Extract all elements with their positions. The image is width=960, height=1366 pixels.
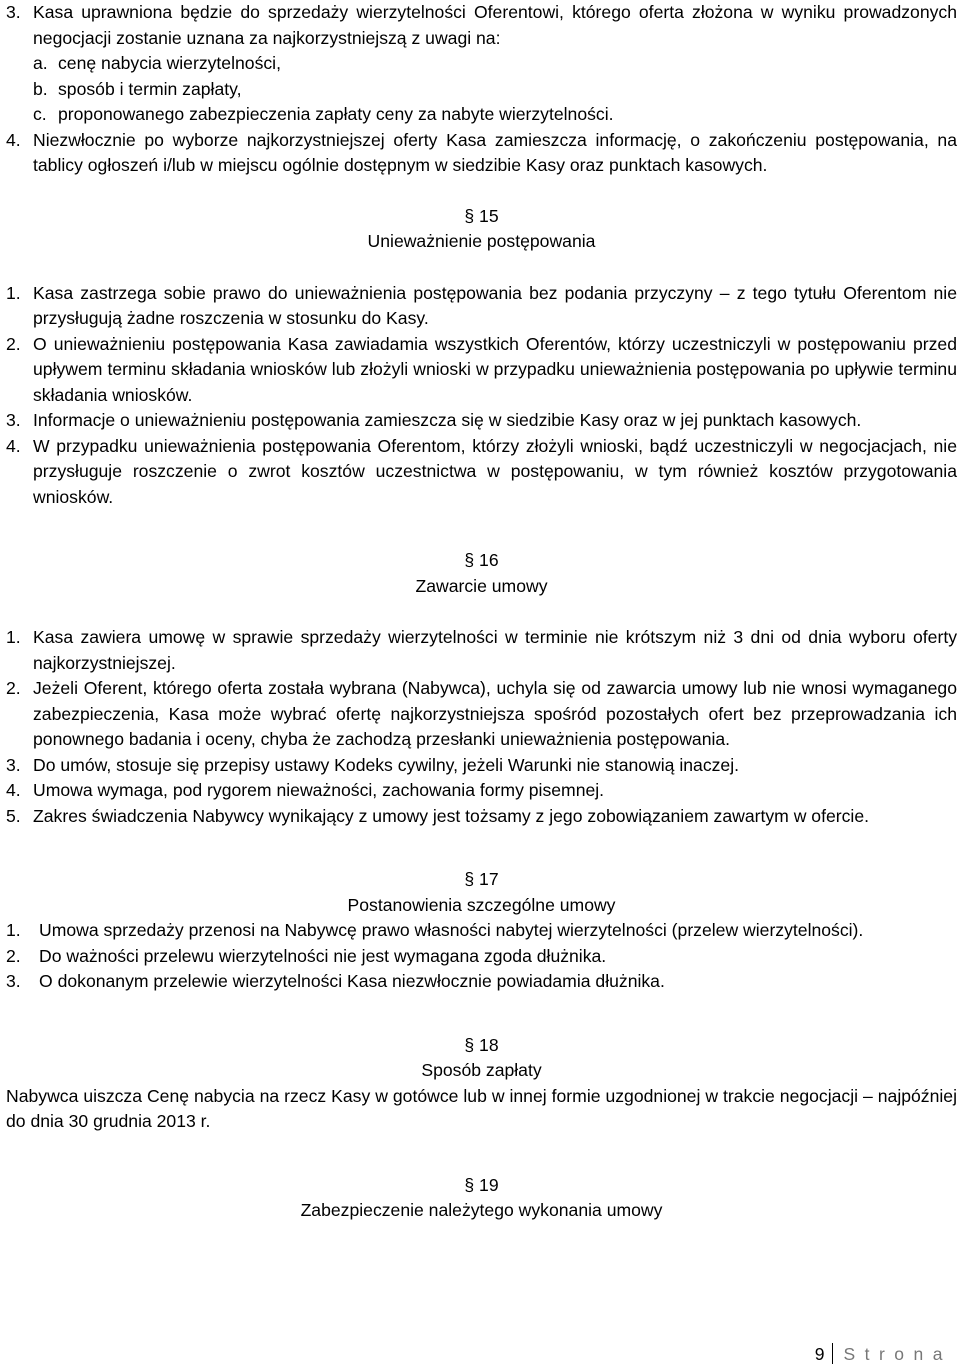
list-item	[6, 408, 957, 434]
sub-item-letter: b.	[33, 78, 48, 99]
list-item	[6, 944, 957, 970]
list-item	[6, 281, 957, 332]
item-text: Do ważności przelewu wierzytelności nie jest wymagana zgoda dłużnika.	[39, 945, 607, 966]
item-number: 4.	[6, 780, 21, 800]
section-number: § 19	[464, 1174, 499, 1195]
item-number: 3.	[6, 410, 21, 430]
item-text: Niezwłocznie po wyborze najkorzystniejszej oferty Kasa zamieszcza informację, o zakończeniu postępowania, na tablicy ogłoszeń i/lub w miejscu ogólnie dostępnym w siedzibie Kasy oraz punktach kasowych.	[33, 129, 957, 175]
item-number: 3.	[6, 754, 21, 775]
item-text: Kasa uprawniona będzie do sprzedaży wierzytelności Oferentowi, którego oferta złożona w wyniku prowadzonych negocjacji zostanie uznana za najkorzystniejszą z uwagi na:	[33, 2, 957, 48]
section-title: Zawarcie umowy	[415, 575, 548, 596]
list-item	[6, 0, 957, 51]
list-item	[6, 625, 957, 676]
page-footer	[815, 1343, 952, 1364]
page-number: 9	[814, 1343, 825, 1364]
item-text: O dokonanym przelewie wierzytelności Kasa niezwłocznie powiadamia dłużnika.	[39, 971, 665, 991]
item-number: 1.	[6, 282, 21, 303]
item-text: Kasa zastrzega sobie prawo do unieważnienia postępowania bez podania przyczyny – z tego tytułu Oferentom nie przysługują żadne roszczenia w stosunku do Kasy.	[33, 282, 957, 328]
section-title: Zabezpieczenie należytego wykonania umowy	[300, 1200, 663, 1220]
item-text: Umowa sprzedaży przenosi na Nabywcę prawo własności nabytej wierzytelności (przelew wierzytelności).	[39, 920, 864, 940]
item-number: 5.	[6, 805, 21, 826]
footer-divider	[832, 1343, 833, 1364]
sub-item-text: proponowanego zabezpieczenia zapłaty ceny za nabyte wierzytelności.	[58, 104, 614, 124]
item-number: 4.	[6, 129, 21, 150]
list-item	[6, 434, 957, 511]
page-label: Strona	[843, 1343, 952, 1364]
item-number: 4.	[6, 435, 21, 456]
section-number: § 15	[464, 205, 499, 226]
item-text: W przypadku unieważnienia postępowania Oferentom, którzy złożyli wnioski, bądź uczestniczyli w negocjacjach, nie przysługuje roszczenie o zwrot kosztów uczestnictwa w postępowaniu, w tym również kosztów przygotowania wniosków.	[33, 435, 957, 507]
list-item	[6, 676, 957, 753]
list-item	[6, 804, 957, 830]
item-number: 2.	[6, 333, 21, 354]
item-text: Kasa zawiera umowę w sprawie sprzedaży wierzytelności w terminie nie krótszym niż 3 dni od dnia wyboru oferty najkorzystniejszej.	[33, 627, 957, 673]
sub-item-letter: a.	[33, 53, 48, 73]
item-text: Umowa wymaga, pod rygorem nieważności, zachowania formy pisemnej.	[33, 780, 605, 800]
item-number: 2.	[6, 678, 21, 698]
sub-list-item	[6, 51, 957, 77]
sub-item-letter: c.	[33, 104, 47, 124]
sub-item-text: sposób i termin zapłaty,	[58, 78, 242, 99]
item-number: 1.	[6, 920, 21, 940]
item-text: O unieważnieniu postępowania Kasa zawiadamia wszystkich Oferentów, którzy uczestniczyli w postępowaniu przed upływem terminu składania wniosków lub złożyli wnioski w przypadku unieważnienia postępowania po upływie terminu składania wniosków.	[33, 333, 957, 405]
sub-item-text: cenę nabycia wierzytelności,	[58, 53, 281, 73]
sub-list-item	[6, 77, 957, 103]
section-number: § 18	[464, 1034, 499, 1055]
section-title: Unieważnienie postępowania	[367, 231, 596, 251]
document-page	[6, 0, 957, 1224]
section-paragraph: Nabywca uiszcza Cenę nabycia na rzecz Kasy w gotówce lub w innej formie uzgodnionej w trakcie negocjacji – najpóźniej do dnia 30 grudnia 2013 r.	[6, 1085, 957, 1131]
item-text: Zakres świadczenia Nabywcy wynikający z umowy jest tożsamy z jego zobowiązaniem zawartym w ofercie.	[33, 805, 869, 826]
list-item	[6, 918, 957, 944]
list-item	[6, 753, 957, 779]
section-title: Postanowienia szczególne umowy	[347, 894, 616, 915]
item-number: 3.	[6, 2, 21, 22]
list-item	[6, 969, 957, 995]
section-title: Sposób zapłaty	[421, 1060, 542, 1080]
sub-list-item	[6, 102, 957, 128]
section-number: § 16	[464, 550, 499, 570]
item-text: Informacje o unieważnieniu postępowania zamieszcza się w siedzibie Kasy oraz w jej punktach kasowych.	[33, 410, 862, 430]
list-item	[6, 778, 957, 804]
list-item	[6, 332, 957, 409]
item-number: 3.	[6, 971, 21, 991]
list-item	[6, 128, 957, 179]
section-number: § 17	[464, 869, 499, 889]
item-number: 2.	[6, 945, 21, 966]
item-number: 1.	[6, 627, 21, 647]
item-text: Do umów, stosuje się przepisy ustawy Kodeks cywilny, jeżeli Warunki nie stanowią inaczej.	[33, 754, 739, 775]
item-text: Jeżeli Oferent, którego oferta została wybrana (Nabywca), uchyla się od zawarcia umowy lub nie wnosi wymaganego zabezpieczenia, Kasa może wybrać ofertę najkorzystniejsza spośród pozostałych ofert bez przeprowadzania ich ponownego badania i oceny, chyba że zachodzą przesłanki unieważnienia postępowania.	[33, 678, 957, 749]
